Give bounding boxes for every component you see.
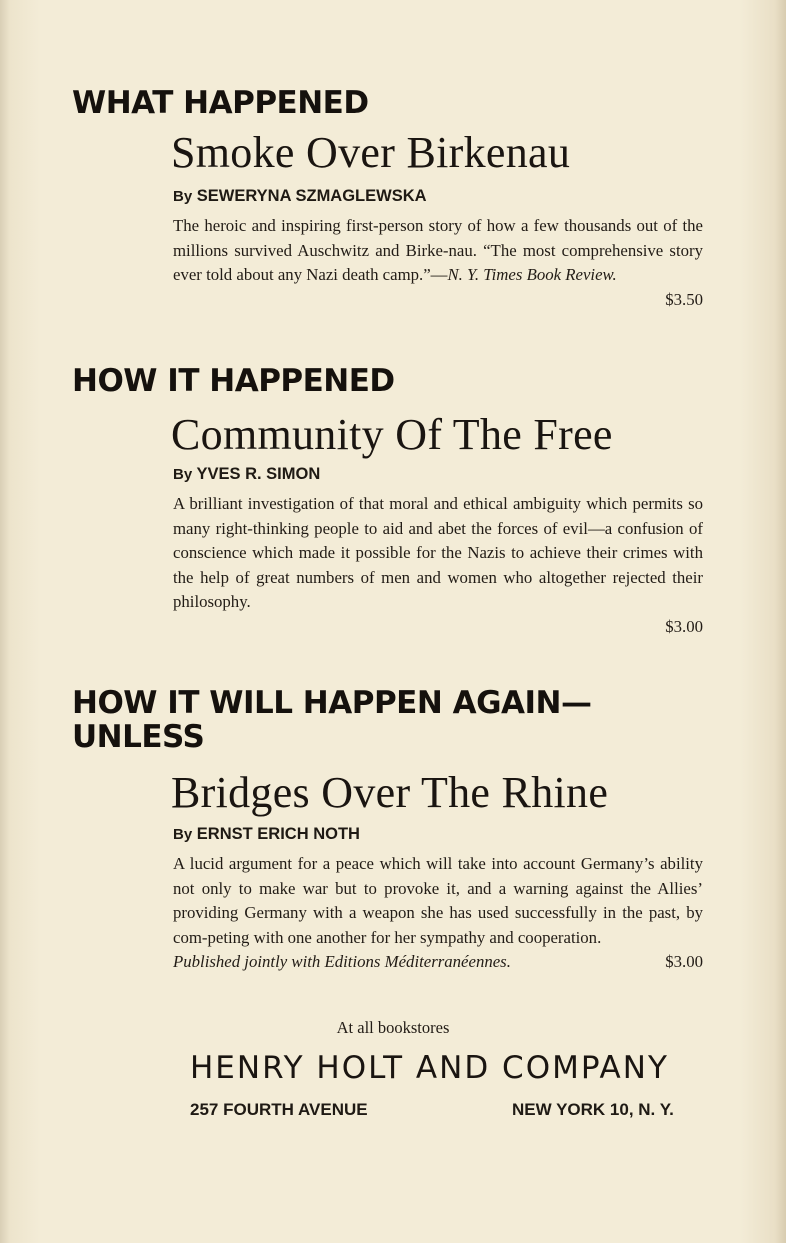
price: $3.00 (665, 616, 703, 636)
review-source: N. Y. Times Book Review. (447, 265, 617, 284)
by-label: By (173, 188, 193, 205)
publisher-address: 257 FOURTH AVENUE (190, 1100, 368, 1119)
author-name: ERNST ERICH NOTH (196, 825, 360, 843)
description-text-wrap (173, 214, 703, 288)
note-line (173, 950, 703, 975)
description-body (173, 214, 703, 288)
by-label: By (173, 466, 193, 483)
price: $3.00 (665, 952, 703, 971)
book-title-community-of-the-free: Community Of The Free (171, 410, 613, 459)
book-description (173, 852, 703, 975)
author-name: YVES R. SIMON (196, 465, 321, 483)
author-line (173, 186, 427, 207)
description-text: A lucid argument for a peace which will take into account Germany’s ability not only to make war but to provoke it, and a warning against the Allies’ providing Germany with a weapon she has used successfully in the past, by com-peting with one another for her sympathy and cooperation. (173, 854, 703, 947)
book-description (173, 492, 703, 636)
description-text: The heroic and inspiring first-person story of how a few thousands out of the millions survived Auschwitz and Birke-nau. “The most comprehensive story ever told about any Nazi death camp.”— (173, 216, 703, 284)
section-heading-how-it-happened: HOW IT HAPPENED (72, 363, 395, 399)
book-description (173, 214, 703, 309)
section-heading-how-it-will-happen-again (72, 686, 591, 754)
book-title-bridges-over-the-rhine: Bridges Over The Rhine (171, 768, 609, 817)
heading-line-1: HOW IT WILL HAPPEN AGAIN— (72, 685, 592, 721)
heading-line-2: UNLESS (72, 719, 205, 755)
author-name: SEWERYNA SZMAGLEWSKA (196, 187, 427, 205)
author-line (173, 464, 320, 485)
book-title-smoke-over-birkenau: Smoke Over Birkenau (171, 128, 571, 177)
publisher-name: HENRY HOLT AND COMPANY (190, 1050, 669, 1086)
by-label: By (173, 826, 193, 843)
availability-note: At all bookstores (336, 1018, 450, 1037)
publisher-city: NEW YORK 10, N. Y. (512, 1100, 674, 1119)
description-text: A brilliant investigation of that moral and ethical ambiguity which permits so many right-thinking people to aid and abet the forces of evil—a confusion of conscience which made it possible for the Nazis to achieve their crimes with the help of great numbers of men and women who altogether rejected their philosophy. (173, 494, 703, 611)
publication-note: Published jointly with Editions Méditerranéennes. (173, 952, 511, 971)
section-heading-what-happened: WHAT HAPPENED (72, 85, 369, 121)
author-line (173, 824, 360, 845)
price: $3.50 (665, 289, 703, 309)
